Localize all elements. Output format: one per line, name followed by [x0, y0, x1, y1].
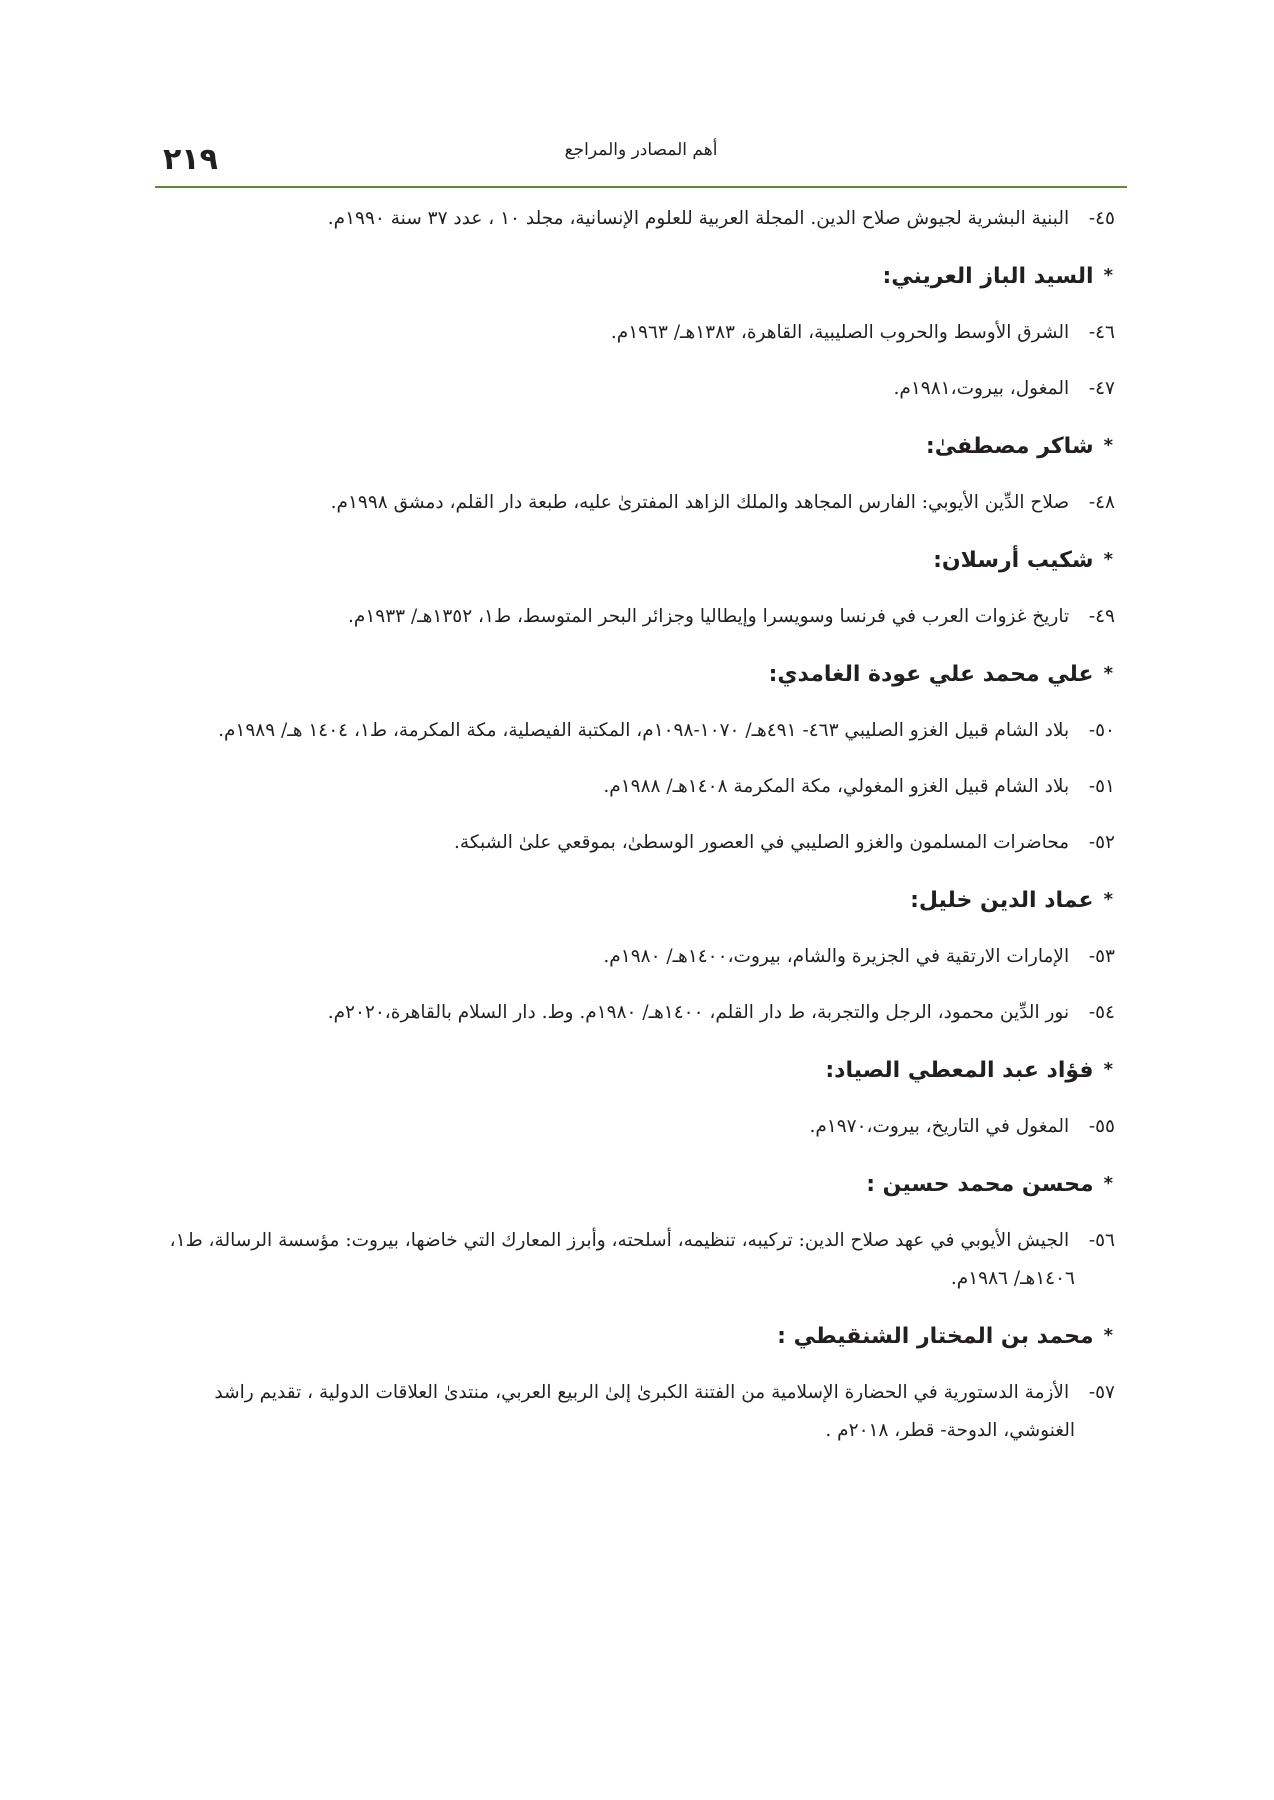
author-heading — [155, 654, 1115, 694]
author-heading — [155, 1316, 1115, 1356]
reference-45 — [155, 200, 1115, 238]
reference-number: ٥٤- — [1088, 1002, 1115, 1023]
page-header — [155, 128, 1127, 188]
reference-number: ٥٧- — [1088, 1382, 1115, 1403]
reference-50 — [155, 712, 1115, 750]
asterisk-icon: * — [1103, 1059, 1113, 1080]
reference-text: بلاد الشام قبيل الغزو المغولي، مكة المكرمة ١٤٠٨هـ/ ١٩٨٨م. — [603, 776, 1070, 797]
author-name: شاكر مصطفىٰ: — [925, 434, 1094, 459]
reference-54 — [155, 994, 1115, 1032]
reference-52 — [155, 824, 1115, 862]
reference-text: صلاح الدِّين الأيوبي: الفارس المجاهد والملك الزاهد المفترىٰ عليه، طبعة دار القلم، دمشق ١٩٩٨م. — [330, 492, 1070, 513]
reference-56 — [155, 1222, 1115, 1298]
reference-text: الأزمة الدستورية في الحضارة الإسلامية من الفتنة الكبرىٰ إلىٰ الربيع العربي، منتدىٰ العلاقات الدولية ، تقديم راشد الغنوشي، الدوحة- قطر، ٢٠١٨م . — [214, 1382, 1075, 1441]
reference-text: تاريخ غزوات العرب في فرنسا وسويسرا وإيطاليا وجزائر البحر المتوسط، ط١، ١٣٥٢هـ/ ١٩٣٣م. — [348, 606, 1070, 627]
reference-46 — [155, 314, 1115, 352]
reference-text: الإمارات الارتقية في الجزيرة والشام، بيروت،١٤٠٠هـ/ ١٩٨٠م. — [603, 946, 1070, 967]
reference-number: ٤٥- — [1088, 208, 1115, 229]
author-heading — [155, 256, 1115, 296]
author-name: محمد بن المختار الشنقيطي : — [777, 1324, 1094, 1349]
author-name: محسن محمد حسين : — [866, 1172, 1094, 1197]
author-name: علي محمد علي عودة الغامدي: — [768, 662, 1094, 687]
reference-57 — [155, 1374, 1115, 1450]
asterisk-icon: * — [1103, 435, 1113, 456]
reference-number: ٥٠- — [1088, 720, 1115, 741]
reference-number: ٤٩- — [1088, 606, 1115, 627]
author-heading — [155, 880, 1115, 920]
reference-number: ٥٢- — [1088, 832, 1115, 853]
reference-55 — [155, 1108, 1115, 1146]
header-rule — [155, 186, 1127, 188]
references-list — [155, 200, 1115, 1468]
reference-number: ٥٦- — [1088, 1230, 1115, 1251]
reference-number: ٥١- — [1088, 776, 1115, 797]
reference-text: بلاد الشام قبيل الغزو الصليبي ٤٦٣- ٤٩١هـ/ ١٠٧٠-١٠٩٨م، المكتبة الفيصلية، مكة المكرمة، ط١، ١٤٠٤ هـ/ ١٩٨٩م. — [218, 720, 1070, 741]
running-title: أهم المصادر والمراجع — [564, 140, 718, 160]
reference-49 — [155, 598, 1115, 636]
reference-text: المغول، بيروت،١٩٨١م. — [893, 378, 1070, 399]
reference-text: نور الدِّين محمود، الرجل والتجربة، ط دار القلم، ١٤٠٠هـ/ ١٩٨٠م. وط. دار السلام بالقاهرة،٢٠٢٠م. — [327, 1002, 1070, 1023]
reference-51 — [155, 768, 1115, 806]
reference-number: ٥٣- — [1088, 946, 1115, 967]
reference-text: الشرق الأوسط والحروب الصليبية، القاهرة، ١٣٨٣هـ/ ١٩٦٣م. — [610, 322, 1070, 343]
reference-number: ٤٧- — [1088, 378, 1115, 399]
asterisk-icon: * — [1103, 663, 1113, 684]
page-number: ٢١٩ — [163, 142, 218, 177]
author-name: فؤاد عبد المعطي الصياد: — [825, 1058, 1094, 1083]
reference-number: ٤٦- — [1088, 322, 1115, 343]
reference-47 — [155, 370, 1115, 408]
author-heading — [155, 1164, 1115, 1204]
asterisk-icon: * — [1103, 889, 1113, 910]
author-heading — [155, 540, 1115, 580]
asterisk-icon: * — [1103, 1173, 1113, 1194]
asterisk-icon: * — [1103, 265, 1113, 286]
reference-text: البنية البشرية لجيوش صلاح الدين. المجلة العربية للعلوم الإنسانية، مجلد ١٠ ، عدد ٣٧ سنة ١٩٩٠م. — [327, 208, 1070, 229]
author-name: شكيب أرسلان: — [933, 548, 1094, 573]
reference-text: المغول في التاريخ، بيروت،١٩٧٠م. — [809, 1116, 1070, 1137]
reference-number: ٥٥- — [1088, 1116, 1115, 1137]
asterisk-icon: * — [1103, 1325, 1113, 1346]
reference-text: محاضرات المسلمون والغزو الصليبي في العصور الوسطىٰ، بموقعي علىٰ الشبكة. — [454, 832, 1070, 853]
reference-48 — [155, 484, 1115, 522]
author-heading — [155, 426, 1115, 466]
reference-text: الجيش الأيوبي في عهد صلاح الدين: تركيبه، تنظيمه، أسلحته، وأبرز المعارك التي خاضها، بيروت: مؤسسة الرسالة، ط١، ١٤٠٦هـ/ ١٩٨٦م. — [169, 1230, 1075, 1289]
asterisk-icon: * — [1103, 549, 1113, 570]
author-heading — [155, 1050, 1115, 1090]
reference-number: ٤٨- — [1088, 492, 1115, 513]
reference-53 — [155, 938, 1115, 976]
author-name: السيد الباز العريني: — [882, 264, 1094, 289]
author-name: عماد الدين خليل: — [910, 888, 1094, 913]
